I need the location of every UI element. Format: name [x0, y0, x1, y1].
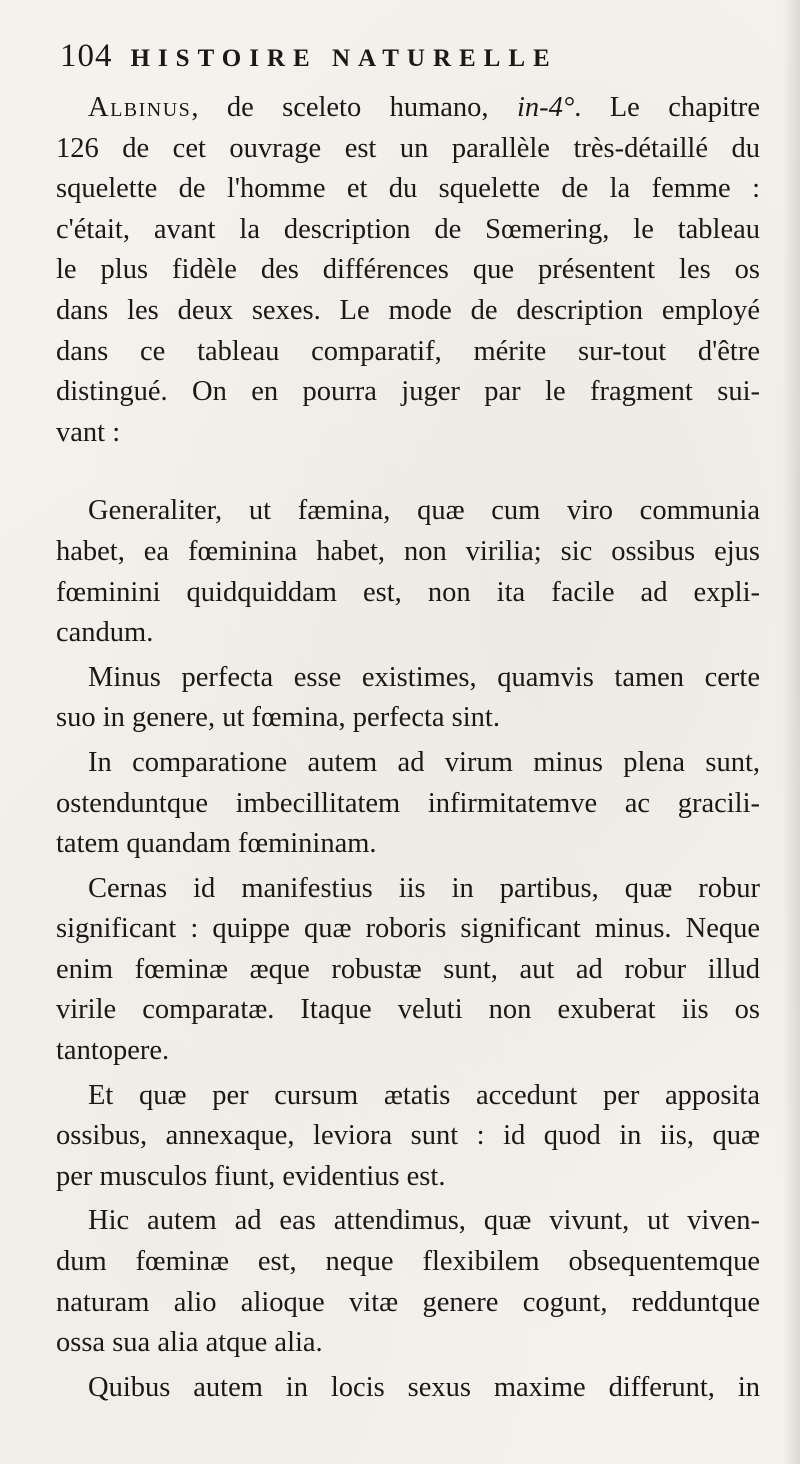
quote-line: ossibus, annexaque, leviora sunt : id quod in iis, quæ	[56, 1120, 760, 1152]
quote-line: tatem quandam fœmininam.	[56, 828, 377, 860]
quote-line: enim fœminæ æque robustæ sunt, aut ad robur illud	[56, 953, 760, 985]
page-number: 104	[60, 38, 113, 74]
quote-line: naturam alio alioque vitæ genere cogunt, redduntque	[56, 1286, 760, 1318]
format-italic: in-4°	[516, 92, 575, 123]
text-line: 126 de cet ouvrage est un parallèle très-détaillé du	[56, 132, 760, 164]
page-edge-shadow	[782, 0, 800, 1464]
quote-line: dum fœminæ est, neque flexibilem obsequentemque	[56, 1246, 760, 1278]
text-fragment: . Le chapitre	[574, 92, 760, 123]
quote-line: fœminini quidquiddam est, non ita facile ad expli-	[56, 576, 760, 608]
text-line: vant :	[56, 416, 121, 448]
text-line: le plus fidèle des différences que présentent les os	[56, 254, 760, 286]
running-head-title: HISTOIRE NATURELLE	[130, 45, 558, 72]
quote-line: Hic autem ad eas attendimus, quæ vivunt, ut viven-	[88, 1205, 760, 1237]
text-line: distingué. On en pourra juger par le fragment sui-	[56, 376, 760, 408]
quote-line: In comparatione autem ad virum minus plena sunt,	[88, 746, 760, 778]
quote-line: Minus perfecta esse existimes, quamvis tamen certe	[88, 661, 760, 693]
text-line: dans les deux sexes. Le mode de description employé	[56, 294, 760, 326]
quote-line: habet, ea fœminina habet, non virilia; sic ossibus ejus	[56, 535, 760, 567]
author-name: Albinus	[88, 92, 192, 123]
quote-line: significant : quippe quæ roboris significant minus. Neque	[56, 913, 760, 945]
text-fragment: , de sceleto humano,	[191, 92, 517, 123]
text-line: c'était, avant la description de Sœmering, le tableau	[56, 213, 760, 245]
text-line	[56, 88, 760, 129]
quote-line: suo in genere, ut fœmina, perfecta sint.	[56, 702, 500, 734]
quote-line: Generaliter, ut fæmina, quæ cum viro communia	[88, 495, 760, 527]
quote-line: Cernas id manifestius iis in partibus, quæ robur	[88, 872, 760, 904]
body-text	[56, 88, 760, 1408]
quote-line: ossa sua alia atque alia.	[56, 1327, 323, 1359]
quote-line: Quibus autem in locis sexus maxime differunt, in	[88, 1371, 760, 1403]
text-line: squelette de l'homme et du squelette de la femme :	[56, 173, 760, 205]
quote-line: tantopere.	[56, 1035, 170, 1067]
text-line: dans ce tableau comparatif, mérite sur-tout d'être	[56, 335, 760, 367]
running-head	[60, 38, 760, 82]
quote-line: virile comparatæ. Itaque veluti non exuberat iis os	[56, 994, 760, 1026]
quote-line: per musculos fiunt, evidentius est.	[56, 1160, 446, 1192]
quote-line: Et quæ per cursum ætatis accedunt per apposita	[88, 1079, 760, 1111]
quote-line: ostenduntque imbecillitatem infirmitatemve ac gracili-	[56, 787, 760, 819]
quote-line: candum.	[56, 617, 154, 649]
